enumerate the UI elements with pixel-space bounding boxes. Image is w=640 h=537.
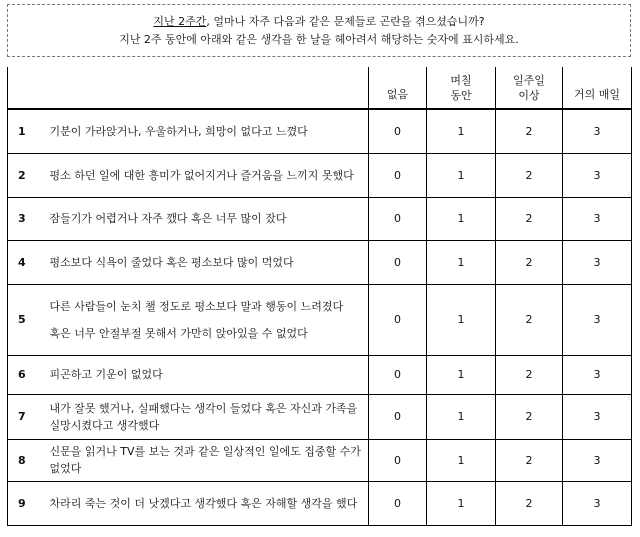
score-option-0[interactable]: 0: [369, 284, 427, 355]
score-option-1[interactable]: 1: [427, 481, 496, 525]
score-option-3[interactable]: 3: [563, 355, 632, 394]
score-option-1[interactable]: 1: [427, 439, 496, 481]
score-option-2[interactable]: 2: [496, 481, 563, 525]
item-number: 7: [8, 394, 49, 439]
item-number: 5: [8, 284, 49, 355]
instructions-line2: 지난 2주 동안에 아래와 같은 생각을 한 날을 헤아려서 해당하는 숫자에 표시하세요.: [119, 33, 519, 46]
score-option-2[interactable]: 2: [496, 109, 563, 153]
score-option-3[interactable]: 3: [563, 109, 632, 153]
score-option-1[interactable]: 1: [427, 109, 496, 153]
instructions-period: 지난 2주간: [153, 15, 207, 28]
col-header-week-or-more: 일주일 이상: [496, 67, 563, 109]
instructions-box: [7, 4, 631, 57]
question-text: 내가 잘못 했거나, 실패했다는 생각이 들었다 혹은 자신과 가족을 실망시켰다고 생각했다: [49, 401, 358, 432]
table-row: [8, 197, 632, 240]
col-header-several-days: 며칠 동안: [427, 67, 496, 109]
table-row: [8, 481, 632, 525]
score-option-1[interactable]: 1: [427, 197, 496, 240]
question-text: 평소보다 식욕이 줄었다 혹은 평소보다 많이 먹었다: [49, 255, 294, 269]
question-cell: [49, 197, 369, 240]
instructions-line1: [8, 13, 630, 31]
item-number: 2: [8, 153, 49, 197]
score-option-0[interactable]: 0: [369, 153, 427, 197]
score-option-1[interactable]: 1: [427, 394, 496, 439]
score-option-2[interactable]: 2: [496, 197, 563, 240]
question-text: 차라리 죽는 것이 더 낫겠다고 생각했다 혹은 자해할 생각을 했다: [49, 496, 358, 510]
table-row: [8, 394, 632, 439]
question-cell: [49, 240, 369, 284]
score-option-3[interactable]: 3: [563, 394, 632, 439]
score-option-0[interactable]: 0: [369, 355, 427, 394]
score-option-2[interactable]: 2: [496, 284, 563, 355]
col-header-nearly-every-day: 거의 매일: [563, 67, 632, 109]
question-text: 피곤하고 기운이 없었다: [49, 368, 163, 381]
score-option-2[interactable]: 2: [496, 439, 563, 481]
question-text: 기분이 가라앉거나, 우울하거나, 희망이 없다고 느꼈다: [49, 124, 308, 138]
score-option-0[interactable]: 0: [369, 109, 427, 153]
col-header-none: 없음: [369, 67, 427, 109]
score-option-1[interactable]: 1: [427, 240, 496, 284]
score-option-0[interactable]: 0: [369, 240, 427, 284]
score-option-0[interactable]: 0: [369, 481, 427, 525]
question-cell: [49, 481, 369, 525]
score-option-0[interactable]: 0: [369, 197, 427, 240]
score-option-3[interactable]: 3: [563, 481, 632, 525]
question-text-continued: 혹은 너무 안절부절 못해서 가만히 앉아있을 수 없었다: [49, 326, 308, 340]
question-cell: [49, 284, 369, 355]
score-option-3[interactable]: 3: [563, 439, 632, 481]
item-number: 8: [8, 439, 49, 481]
item-number: 3: [8, 197, 49, 240]
score-option-1[interactable]: 1: [427, 153, 496, 197]
table-row: [8, 153, 632, 197]
table-row: [8, 109, 632, 153]
item-number: 9: [8, 481, 49, 525]
item-number: 6: [8, 355, 49, 394]
score-option-1[interactable]: 1: [427, 284, 496, 355]
item-number: 4: [8, 240, 49, 284]
score-option-2[interactable]: 2: [496, 153, 563, 197]
question-text: 다른 사람들이 눈치 챌 정도로 평소보다 말과 행동이 느려졌다: [49, 299, 344, 313]
score-option-3[interactable]: 3: [563, 153, 632, 197]
header-question-cell: [49, 67, 369, 109]
question-cell: [49, 153, 369, 197]
table-row: [8, 355, 632, 394]
table-header: [8, 67, 632, 109]
instructions-question: , 얼마나 자주 다음과 같은 문제들로 곤란을 겪으셨습니까?: [206, 15, 485, 28]
score-option-2[interactable]: 2: [496, 240, 563, 284]
question-cell: [49, 394, 369, 439]
table-row: [8, 439, 632, 481]
question-text: 평소 하던 일에 대한 흥미가 없어지거나 즐거움을 느끼지 못했다: [49, 168, 354, 182]
score-option-3[interactable]: 3: [563, 240, 632, 284]
score-option-3[interactable]: 3: [563, 284, 632, 355]
score-option-2[interactable]: 2: [496, 355, 563, 394]
score-option-0[interactable]: 0: [369, 394, 427, 439]
score-option-0[interactable]: 0: [369, 439, 427, 481]
question-text: 신문을 읽거나 TV를 보는 것과 같은 일상적인 일에도 집중할 수가 없었다: [49, 445, 361, 475]
table-row: [8, 240, 632, 284]
item-number: 1: [8, 109, 49, 153]
table-row: [8, 284, 632, 355]
question-cell: [49, 355, 369, 394]
question-text: 잠들기가 어렵거나 자주 깼다 혹은 너무 많이 잤다: [49, 212, 287, 225]
question-cell: [49, 109, 369, 153]
symptom-table: [7, 67, 632, 526]
question-cell: [49, 439, 369, 481]
header-number-cell: [8, 67, 49, 109]
score-option-1[interactable]: 1: [427, 355, 496, 394]
score-option-3[interactable]: 3: [563, 197, 632, 240]
score-option-2[interactable]: 2: [496, 394, 563, 439]
